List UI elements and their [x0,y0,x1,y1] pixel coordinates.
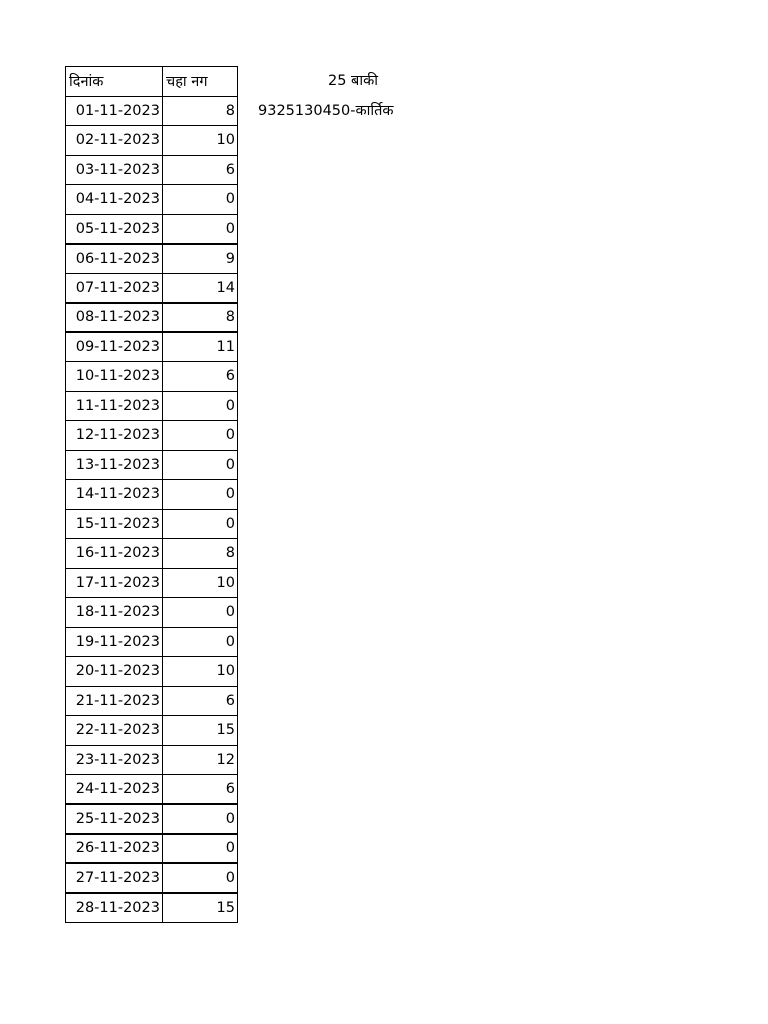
table-row [66,126,238,156]
qty-cell: 10 [163,126,238,156]
balance-note: 25 बाकी [328,73,378,89]
date-cell: 10-11-2023 [66,362,163,392]
qty-cell: 0 [163,509,238,539]
qty-cell: 15 [163,893,238,923]
table-row [66,627,238,657]
date-cell: 07-11-2023 [66,273,163,303]
table-row [66,480,238,510]
qty-cell: 9 [163,244,238,274]
date-cell: 27-11-2023 [66,863,163,893]
date-cell: 08-11-2023 [66,303,163,333]
qty-cell: 8 [163,96,238,126]
table-row [66,863,238,893]
table-row [66,303,238,333]
table-row [66,421,238,451]
date-cell: 11-11-2023 [66,391,163,421]
date-cell: 09-11-2023 [66,332,163,362]
qty-cell: 8 [163,539,238,569]
date-cell: 15-11-2023 [66,509,163,539]
qty-cell: 0 [163,185,238,215]
qty-cell: 12 [163,745,238,775]
table-row [66,745,238,775]
date-cell: 05-11-2023 [66,214,163,244]
date-cell: 20-11-2023 [66,657,163,687]
date-cell: 19-11-2023 [66,627,163,657]
table-row [66,96,238,126]
table-row [66,804,238,834]
qty-cell: 15 [163,716,238,746]
qty-cell: 14 [163,273,238,303]
table-row [66,214,238,244]
table-row [66,332,238,362]
date-column-header: दिनांक [66,67,163,97]
table-row [66,273,238,303]
table-row [66,391,238,421]
qty-cell: 11 [163,332,238,362]
date-cell: 24-11-2023 [66,775,163,805]
qty-cell: 0 [163,834,238,864]
table-row [66,509,238,539]
table-row [66,362,238,392]
qty-cell: 10 [163,657,238,687]
date-cell: 17-11-2023 [66,568,163,598]
table-row [66,450,238,480]
date-cell: 18-11-2023 [66,598,163,628]
table-header-row [66,67,238,97]
ledger-body [66,96,238,922]
table-row [66,716,238,746]
date-cell: 22-11-2023 [66,716,163,746]
table-row [66,598,238,628]
qty-cell: 0 [163,480,238,510]
qty-cell: 0 [163,598,238,628]
table-row [66,155,238,185]
qty-cell: 10 [163,568,238,598]
date-cell: 28-11-2023 [66,893,163,923]
qty-cell: 0 [163,804,238,834]
date-cell: 04-11-2023 [66,185,163,215]
qty-column-header: चहा नग [163,67,238,97]
date-cell: 01-11-2023 [66,96,163,126]
qty-cell: 6 [163,686,238,716]
date-cell: 03-11-2023 [66,155,163,185]
qty-cell: 8 [163,303,238,333]
table-row [66,834,238,864]
table-row [66,686,238,716]
table-row [66,568,238,598]
date-cell: 14-11-2023 [66,480,163,510]
date-cell: 26-11-2023 [66,834,163,864]
table-row [66,657,238,687]
qty-cell: 6 [163,775,238,805]
date-cell: 16-11-2023 [66,539,163,569]
date-cell: 25-11-2023 [66,804,163,834]
date-cell: 02-11-2023 [66,126,163,156]
table-row [66,244,238,274]
qty-cell: 0 [163,214,238,244]
qty-cell: 0 [163,391,238,421]
contact-note: 9325130450-कार्तिक [258,103,394,119]
tea-ledger-table [65,66,238,923]
qty-cell: 0 [163,627,238,657]
qty-cell: 0 [163,421,238,451]
qty-cell: 6 [163,155,238,185]
table-row [66,185,238,215]
date-cell: 21-11-2023 [66,686,163,716]
date-cell: 06-11-2023 [66,244,163,274]
date-cell: 12-11-2023 [66,421,163,451]
table-row [66,775,238,805]
qty-cell: 6 [163,362,238,392]
table-row [66,539,238,569]
qty-cell: 0 [163,863,238,893]
date-cell: 13-11-2023 [66,450,163,480]
qty-cell: 0 [163,450,238,480]
date-cell: 23-11-2023 [66,745,163,775]
table-row [66,893,238,923]
